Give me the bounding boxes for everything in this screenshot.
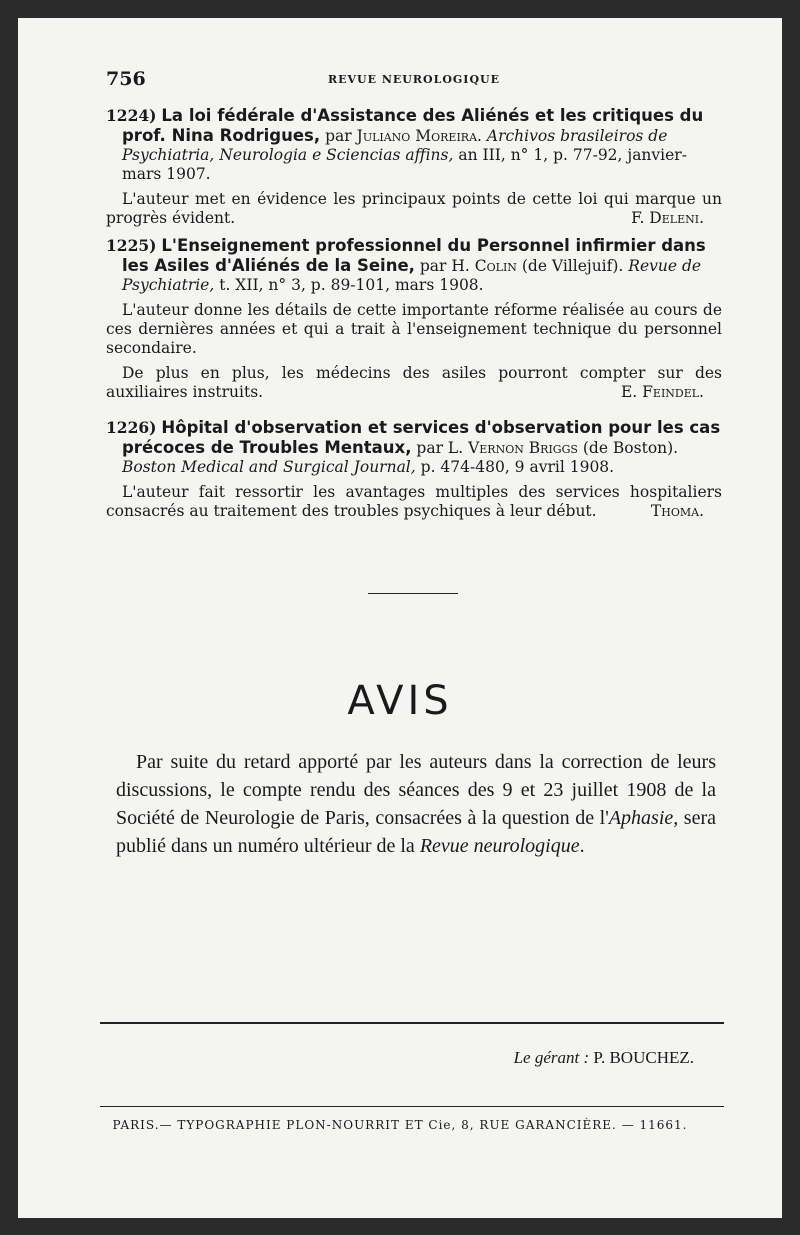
entry-citation: 1225) L'Enseignement professionnel du Personnel infirmier dans les Asiles d'Aliénés de la Seine, par H. Colin (de Villejuif). Revue de Psychiatrie, t. XII, n° 3, p. 89-101, mars 1908. [106, 236, 706, 294]
entry-affiliation: (de Boston). [582, 439, 679, 457]
gerant-line [514, 1048, 694, 1068]
entry-abstract: L'auteur met en évidence les principaux points de cette loi qui marque un progrès évident. F. Deleni. [106, 190, 722, 227]
notice-revue: Revue neurologique [419, 835, 580, 857]
entry-journal: Revue de Psychiatrie, [122, 257, 702, 294]
gerant-name: P. BOUCHEZ. [593, 1048, 694, 1067]
entry-signature: Thoma. [650, 502, 704, 520]
entry-abstract: L'auteur fait ressortir les avantages multiples des services hospitaliers consacrés au traitement des troubles psychiques à leur début. Thoma. [106, 483, 722, 520]
entry-abstract-continued: De plus en plus, les médecins des asiles pourront compter sur des auxiliaires instruits. E. Feindel. [106, 364, 722, 401]
gerant-label: Le gérant : [513, 1048, 590, 1067]
journal-page [18, 18, 782, 1218]
entry-1226 [106, 418, 722, 521]
entry-citation: 1226) Hôpital d'observation et services d'observation pour les cas précoces de Troubles Mentaux, par L. Vernon Briggs (de Boston). Boston Medical and Surgical Journal, p. 474-480, 9 avril 1908. [106, 418, 721, 476]
section-divider [368, 593, 458, 594]
entry-journal: Boston Medical and Surgical Journal, [122, 458, 416, 476]
entry-number: 1226) [106, 418, 157, 437]
entry-author: L. Vernon Briggs [447, 439, 578, 457]
entry-author: H. Colin [451, 257, 517, 275]
entry-details: p. 474-480, 9 avril 1908. [420, 458, 615, 476]
entry-signature: F. Deleni. [631, 209, 704, 227]
entry-affiliation: (de Villejuif). [521, 257, 624, 275]
entry-abstract: L'auteur donne les détails de cette importante réforme réalisée au cours de ces dernières années et qui a trait à l'enseignement technique du personnel secondaire. [106, 301, 722, 357]
entry-title: Hôpital d'observation et services d'observation pour les cas précoces de Troubles Mentaux, [122, 418, 721, 457]
entry-number: 1225) [106, 236, 157, 255]
entry-number: 1224) [106, 106, 157, 125]
entry-citation: 1224) La loi fédérale d'Assistance des Aliénés et les critiques du prof. Nina Rodrigues, par Juliano Moreira. Archivos brasileiros de Psychiatria, Neurologia e Sciencias affins, an III, n° 1, p. 77-92, janvier-mars 1907. [106, 106, 704, 183]
page-number: 756 [106, 68, 146, 90]
notice-title: AVIS [347, 678, 453, 724]
entry-journal: Archivos brasileiros de Psychiatria, Neurologia e Sciencias affins, [122, 127, 668, 164]
entry-1225 [106, 236, 722, 402]
entry-details: an III, n° 1, p. 77-92, janvier-mars 1907. [122, 146, 687, 183]
footer-rule-top [100, 1022, 724, 1024]
notice-text: Par suite du retard apporté par les auteurs dans la correction de leurs discussions, le compte rendu des séances des 9 et 23 juillet 1908 de la Société de Neurologie de Paris, consacrées à la question de l'Aphasie, sera publié dans un numéro ultérieur de la Revue neurologique. [116, 751, 716, 857]
footer-rule-bottom [100, 1106, 724, 1107]
notice-aphasie: Aphasie, [608, 807, 679, 829]
entry-signature: E. Feindel. [620, 383, 704, 401]
running-title: REVUE NEUROLOGIQUE [327, 73, 501, 86]
entry-author: Juliano Moreira [356, 127, 478, 145]
entry-1224 [106, 106, 722, 228]
entry-title: La loi fédérale d'Assistance des Aliénés et les critiques du prof. Nina Rodrigues, [122, 106, 704, 145]
printer-imprint: PARIS.— TYPOGRAPHIE PLON-NOURRIT ET Cie, 8, RUE GARANCIÈRE. — 11661. [112, 1118, 688, 1132]
page-header [106, 68, 722, 92]
entry-details: t. XII, n° 3, p. 89-101, mars 1908. [219, 276, 484, 294]
entry-title: L'Enseignement professionnel du Personnel infirmier dans les Asiles d'Aliénés de la Seine, [122, 236, 706, 275]
